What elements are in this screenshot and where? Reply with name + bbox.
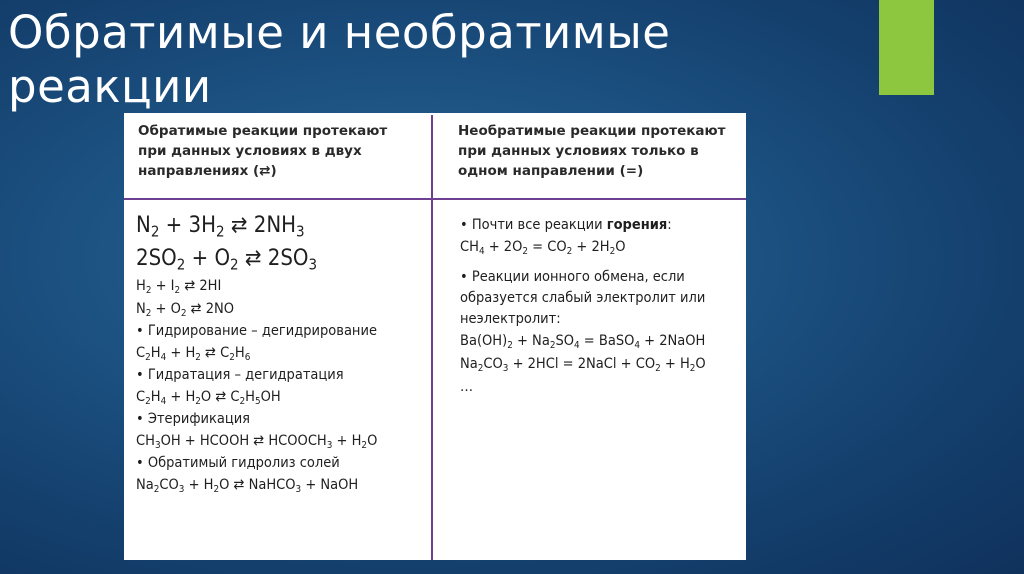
equation-nitric-oxide: $N_2 + O_2$ ⇄ 2NO — [136, 301, 235, 319]
reversible-header — [138, 121, 423, 181]
equation-sulfur-trioxide: $2SO_2 + O_2$ ⇄ $2SO_3$ — [136, 246, 318, 274]
irreversible-header-line: Необратимые реакции протекают — [458, 123, 726, 139]
irreversible-header-line: при данных условиях только в — [458, 143, 699, 159]
ellipsis: … — [460, 379, 474, 395]
reversible-header-line: Обратимые реакции протекают — [138, 123, 388, 139]
bullet-combustion-prefix: • Почти все реакции — [460, 217, 607, 233]
reversible-header-line: направлениях (⇄) — [138, 163, 277, 179]
bullet-ion-exchange-line: образуется слабый электролит или — [460, 290, 706, 306]
header-divider — [124, 198, 746, 200]
equation-methane-combustion: $CH_4 + 2O_2 = CO_2 + 2H_2O$ — [460, 239, 626, 257]
irreversible-header — [458, 121, 738, 181]
reversible-column — [136, 209, 426, 497]
equation-esterification: $CH_3OH$ + HCOOH ⇄ $HCOOCH_3 + H_2O$ — [136, 433, 378, 451]
bullet-hydrogenation: • Гидрирование – дегидрирование — [136, 323, 377, 339]
equation-hydrolysis: $Na_2CO_3 + H_2O$ ⇄ NaHCO$_3$ + NaOH — [136, 477, 359, 495]
bullet-hydrolysis: • Обратимый гидролиз солей — [136, 455, 340, 471]
bullet-combustion — [460, 215, 740, 236]
slide-title — [8, 6, 868, 114]
equation-ethylene-hydration: $C_2H_4 + H_2O$ ⇄ $C_2H_5OH$ — [136, 389, 281, 407]
equation-barium-sulfate: $Ba(OH)_2 + Na_2SO_4$ = BaSO$_4$ + 2NaOH — [460, 333, 706, 351]
bullet-ion-exchange-line: • Реакции ионного обмена, если — [460, 269, 685, 285]
irreversible-column — [460, 215, 740, 399]
equation-hydrogen-iodide: $H_2 + I_2$ ⇄ 2HI — [136, 278, 222, 296]
slide-title-line1: Обратимые и необратимые — [8, 6, 671, 59]
reactions-table — [124, 113, 746, 560]
bullet-combustion-bold: горения — [606, 217, 668, 233]
column-divider — [431, 115, 433, 560]
irreversible-header-line: одном направлении (=) — [458, 163, 644, 179]
bullet-esterification: • Этерификация — [136, 411, 251, 427]
bullet-combustion-suffix: : — [667, 217, 672, 233]
bullet-ion-exchange-line: неэлектролит: — [460, 311, 561, 327]
slide-title-line2: реакции — [8, 60, 212, 113]
reversible-header-line: при данных условиях в двух — [138, 143, 362, 159]
bullet-hydration: • Гидратация – дегидратация — [136, 367, 344, 383]
green-accent-bar — [879, 0, 934, 95]
equation-ammonia: $N_2 + 3H_2$ ⇄ $2NH_3$ — [136, 213, 305, 241]
equation-sodium-carbonate: $Na_2CO_3 + 2HCl$ = 2NaCl + $CO_2 + H_2O$ — [460, 356, 706, 374]
equation-ethylene-hydrogenation: $C_2H_4 + H_2$ ⇄ $C_2H_6$ — [136, 345, 251, 363]
